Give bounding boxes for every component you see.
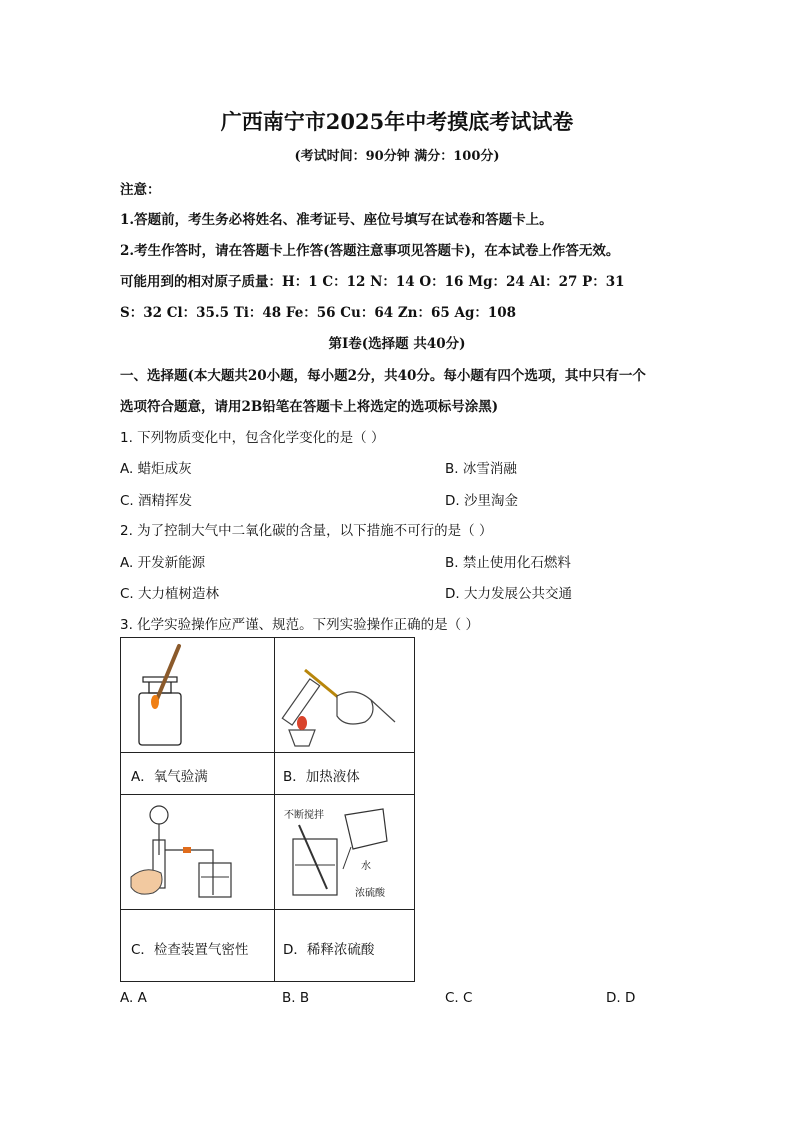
table-divider [121,752,414,753]
q3-option-b[interactable]: B. B [282,990,310,1006]
q1-option-b[interactable]: B. 冰雪消融 [445,461,517,477]
exam-info: (考试时间：90分钟 满分：100分) [294,149,500,164]
cell-caption-c: C．检查装置气密性 [131,942,249,958]
notice-2: 2.考生作答时，请在答题卡上作答(答题注意事项见答题卡)，在本试卷上作答无效。 [120,243,620,259]
experiment-table [120,637,415,982]
q1-option-c[interactable]: C. 酒精挥发 [120,493,193,509]
q3-option-a[interactable]: A. A [120,990,147,1006]
question-1-stem: 1. 下列物质变化中，包含化学变化的是（ ） [120,430,385,446]
heating-liquid-figure [275,638,415,752]
q2-option-b[interactable]: B. 禁止使用化石燃料 [445,555,571,571]
q2-option-d[interactable]: D. 大力发展公共交通 [445,586,572,602]
question-2-stem: 2. 为了控制大气中二氧化碳的含量，以下措施不可行的是（ ） [120,523,493,539]
atomic-mass-line-2: S：32 Cl：35.5 Ti：48 Fe：56 Cu：64 Zn：65 Ag：108 [120,305,517,321]
part-title: 第Ⅰ卷(选择题 共40分) [328,336,466,352]
airtightness-figure [121,795,274,909]
q3-option-d[interactable]: D. D [606,990,636,1006]
atomic-mass-line-1: 可能用到的相对原子质量：H：1 C：12 N：14 O：16 Mg：24 Al：27 P：31 [120,274,625,290]
notice-label: 注意： [120,182,161,198]
question-3-stem: 3. 化学实验操作应严谨、规范。下列实验操作正确的是（ ） [120,617,479,633]
q1-option-a[interactable]: A. 蜡炬成灰 [120,461,192,477]
section-instructions-2: 选项符合题意，请用2B铅笔在答题卡上将选定的选项标号涂黑) [120,399,499,415]
q2-option-a[interactable]: A. 开发新能源 [120,555,206,571]
acid-label: 浓硫酸 [355,888,385,899]
stir-label: 不断搅拌 [284,810,324,821]
q1-option-d[interactable]: D. 沙里淘金 [445,493,518,509]
cell-caption-d: D．稀释浓硫酸 [283,942,375,958]
notice-1: 1.答题前，考生务必将姓名、准考证号、座位号填写在试卷和答题卡上。 [120,212,553,228]
table-divider [121,909,414,910]
cell-caption-b: B．加热液体 [283,769,360,785]
page-title: 广西南宁市2025年中考摸底考试试卷 [220,109,574,134]
oxygen-test-figure [121,638,274,752]
water-label: 水 [361,861,371,872]
section-instructions-1: 一、选择题(本大题共20小题，每小题2分，共40分。每小题有四个选项，其中只有一个 [120,368,646,384]
q3-option-c[interactable]: C. C [445,990,473,1006]
q2-option-c[interactable]: C. 大力植树造林 [120,586,220,602]
cell-caption-a: A．氧气验满 [131,769,208,785]
